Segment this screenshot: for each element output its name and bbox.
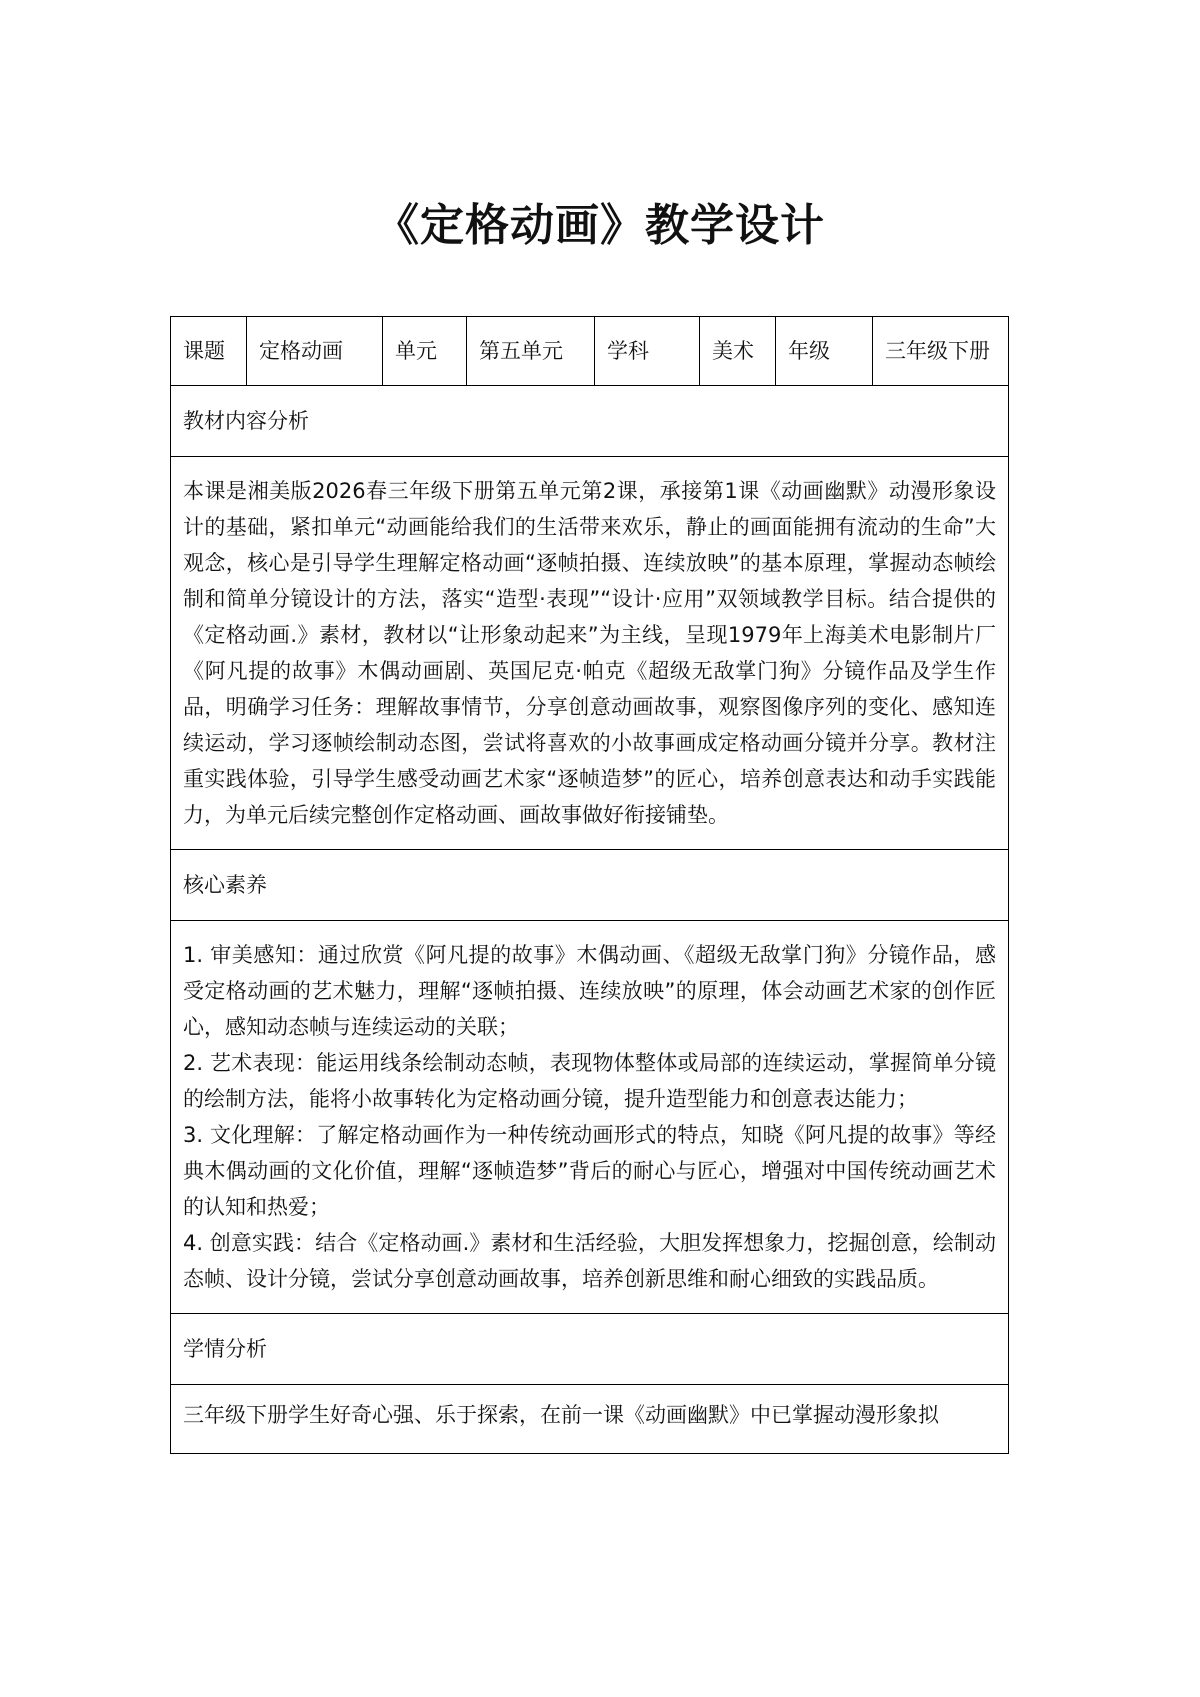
- section-body-row: [171, 457, 1009, 850]
- topic-value: 定格动画: [247, 317, 383, 386]
- core-literacy-item: 2. 艺术表现：能运用线条绘制动态帧，表现物体整体或局部的连续运动，掌握简单分镜的绘制方法，能将小故事转化为定格动画分镜，提升造型能力和创意表达能力；: [183, 1051, 996, 1111]
- header-row: [171, 317, 1009, 386]
- material-analysis-heading: 教材内容分析: [171, 386, 1009, 457]
- unit-label: 单元: [383, 317, 467, 386]
- section-heading-row: [171, 850, 1009, 921]
- core-literacy-content: [171, 921, 1009, 1314]
- page-title: 《定格动画》教学设计: [375, 200, 825, 251]
- section-heading-row: [171, 386, 1009, 457]
- unit-value: 第五单元: [467, 317, 595, 386]
- core-literacy-item: 3. 文化理解：了解定格动画作为一种传统动画形式的特点，知晓《阿凡提的故事》等经典木偶动画的文化价值，理解“逐帧造梦”背后的耐心与匠心，增强对中国传统动画艺术的认知和热爱；: [183, 1123, 996, 1219]
- core-literacy-item: 1. 审美感知：通过欣赏《阿凡提的故事》木偶动画、《超级无敌掌门狗》分镜作品，感受定格动画的艺术魅力，理解“逐帧拍摄、连续放映”的原理，体会动画艺术家的创作匠心，感知动态帧与连续运动的关联；: [183, 943, 996, 1039]
- grade-value: 三年级下册: [873, 317, 1009, 386]
- subject-label: 学科: [595, 317, 700, 386]
- learner-analysis-content: 三年级下册学生好奇心强、乐于探索，在前一课《动画幽默》中已掌握动漫形象拟: [171, 1385, 1009, 1454]
- core-literacy-heading: 核心素养: [171, 850, 1009, 921]
- learner-analysis-heading: 学情分析: [171, 1314, 1009, 1385]
- core-literacy-item: 4. 创意实践：结合《定格动画.》素材和生活经验，大胆发挥想象力，挖掘创意，绘制动态帧、设计分镜，尝试分享创意动画故事，培养创新思维和耐心细致的实践品质。: [183, 1231, 996, 1291]
- section-heading-row: [171, 1314, 1009, 1385]
- subject-value: 美术: [700, 317, 776, 386]
- topic-label: 课题: [171, 317, 247, 386]
- grade-label: 年级: [776, 317, 873, 386]
- lesson-plan-table: [170, 316, 1009, 1454]
- material-analysis-content: 本课是湘美版2026春三年级下册第五单元第2课，承接第1课《动画幽默》动漫形象设计的基础，紧扣单元“动画能给我们的生活带来欢乐，静止的画面能拥有流动的生命”大观念，核心是引导学生理解定格动画“逐帧拍摄、连续放映”的基本原理，掌握动态帧绘制和简单分镜设计的方法，落实“造型·表现”“设计·应用”双领域教学目标。结合提供的《定格动画.》素材，教材以“让形象动起来”为主线，呈现1979年上海美术电影制片厂《阿凡提的故事》木偶动画剧、英国尼克·帕克《超级无敌掌门狗》分镜作品及学生作品，明确学习任务：理解故事情节，分享创意动画故事，观察图像序列的变化、感知连续运动，学习逐帧绘制动态图，尝试将喜欢的小故事画成定格动画分镜并分享。教材注重实践体验，引导学生感受动画艺术家“逐帧造梦”的匠心，培养创意表达和动手实践能力，为单元后续完整创作定格动画、画故事做好衔接铺垫。: [171, 457, 1009, 850]
- section-body-row: [171, 921, 1009, 1314]
- section-body-row: [171, 1385, 1009, 1454]
